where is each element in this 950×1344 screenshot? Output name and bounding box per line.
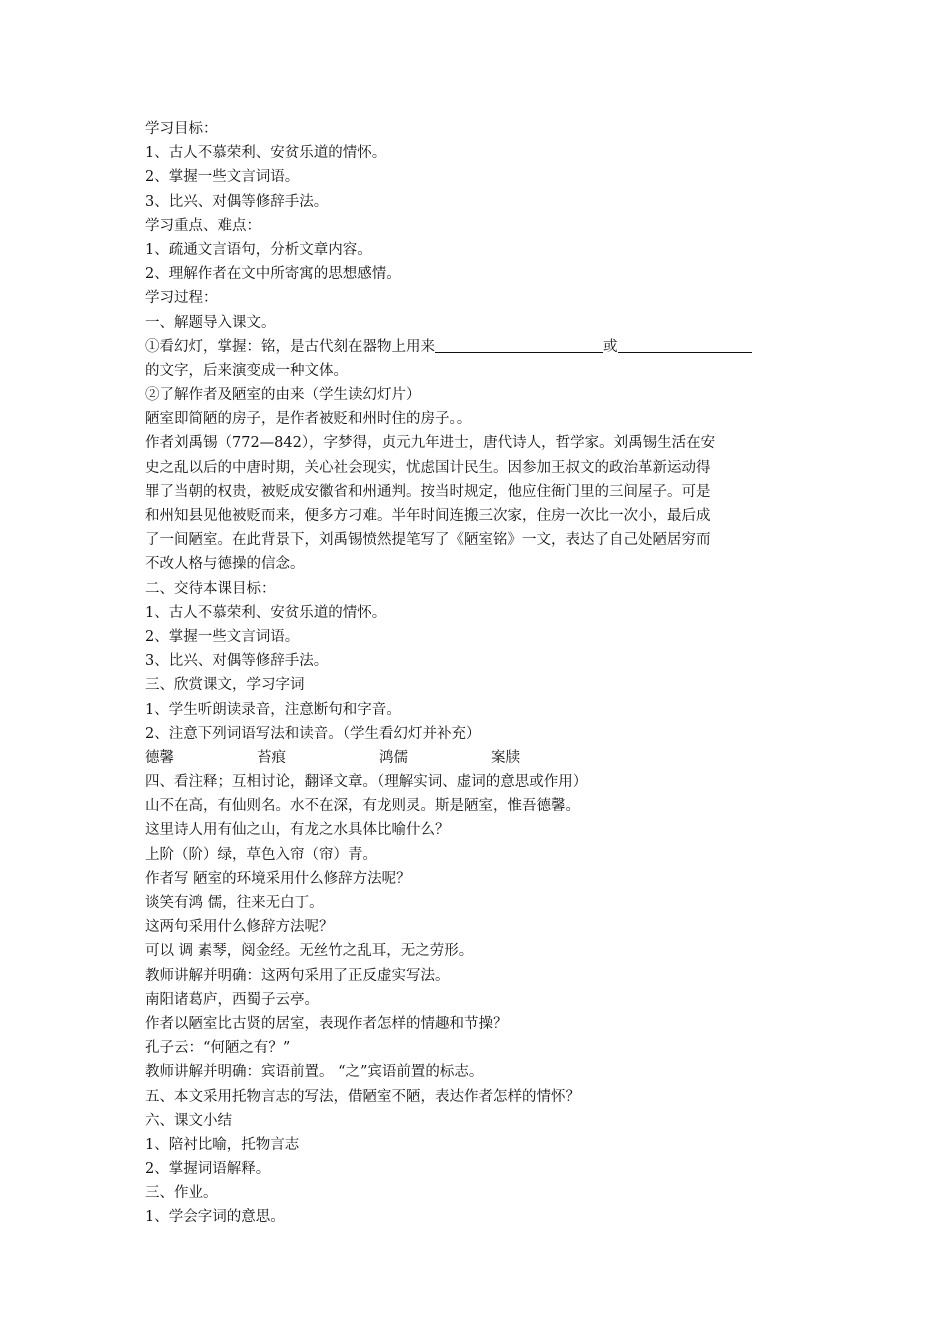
text-line: 2、掌握一些文言词语。 <box>145 169 300 186</box>
text-line: 学习目标： <box>145 121 218 137</box>
text-line: 2、理解作者在文中所寄寓的思想感情。 <box>145 266 401 283</box>
text-line: 作者以陋室比古贤的居室，表现作者怎样的情趣和节操？ <box>145 1015 508 1032</box>
text-line: 了一间陋室。在此背景下，刘禹锡愤然提笔写了《陋室铭》一文，表达了自己处陋居穷而 <box>145 532 711 549</box>
text-line: 教师讲解并明确：宾语前置。 “之”宾语前置的标志。 <box>145 1064 484 1081</box>
fill-in-prefix: ①看幻灯，掌握：铭，是古代刻在器物上用来 <box>145 338 435 355</box>
document-body <box>145 117 810 1230</box>
text-line: 3、比兴、对偶等修辞手法。 <box>145 193 329 210</box>
text-line: 六、课文小结 <box>145 1112 232 1129</box>
text-line: 不改人格与德操的信念。 <box>145 556 305 573</box>
text-line: 上阶（阶）绿，草色入帘（帘）青。 <box>145 846 377 863</box>
text-line: 和州知县见他被贬而来，便多方刁难。半年时间连搬三次家，住房一次比一次小，最后成 <box>145 508 711 524</box>
text-line: 一、解题导入课文。 <box>145 314 276 331</box>
text-line: 1、古人不慕荣利、安贫乐道的情怀。 <box>145 604 387 621</box>
text-line: 罪了当朝的权贵，被贬成安徽省和州通判。按当时规定，他应住衙门里的三间屋子。可是 <box>145 483 711 500</box>
text-line: 这里诗人用有仙之山，有龙之水具体比喻什么？ <box>145 822 450 839</box>
text-line: 三、作业。 <box>145 1185 218 1202</box>
text-line: 作者写 陋室的环境采用什么修辞方法呢？ <box>145 870 411 887</box>
answer-blank-1 <box>435 336 603 353</box>
text-line: 三、欣赏课文，学习字词 <box>145 677 305 694</box>
text-line: 的文字，后来演变成一种文体。 <box>145 362 348 379</box>
text-line: 1、学生听朗读录音，注意断句和字音。 <box>145 701 401 718</box>
text-line: 学习过程： <box>145 290 218 307</box>
fill-in-middle: 或 <box>603 338 618 355</box>
text-line: 2、掌握词语解释。 <box>145 1161 271 1178</box>
text-line: 陋室即简陋的房子，是作者被贬和州时住的房子。。 <box>145 411 472 428</box>
text-line: 这两句采用什么修辞方法呢？ <box>145 919 334 936</box>
text-line: 作者刘禹锡（772—842），字梦得，贞元九年进士，唐代诗人，哲学家。刘禹锡生活在安 <box>145 435 716 452</box>
vocab-word: 案牍 <box>491 749 520 766</box>
text-line: 史之乱以后的中唐时期，关心社会现实，忧虑国计民生。因参加王叔文的政治革新运动得 <box>145 459 711 476</box>
text-line: 可以 调 素琴，阅金经。无丝竹之乱耳，无之劳形。 <box>145 943 474 960</box>
text-line: 2、注意下列词语写法和读音。（学生看幻灯并补充） <box>145 725 481 742</box>
text-line: 1、陪衬比喻，托物言志 <box>145 1136 300 1153</box>
text-line: 孔子云：“何陋之有？” <box>145 1040 291 1057</box>
text-line: 南阳诸葛庐，西蜀子云亭。 <box>145 991 319 1008</box>
text-line: 谈笑有鸿 儒，往来无白丁。 <box>145 895 324 911</box>
vocab-word: 苔痕 <box>257 749 286 766</box>
text-line: 1、古人不慕荣利、安贫乐道的情怀。 <box>145 145 387 162</box>
text-line: ②了解作者及陋室的由来（学生读幻灯片） <box>145 387 421 404</box>
text-line: 1、学会字词的意思。 <box>145 1209 285 1226</box>
fill-in-line <box>145 335 810 359</box>
text-line: 二、交待本课目标： <box>145 580 276 597</box>
text-line: 3、比兴、对偶等修辞手法。 <box>145 653 329 670</box>
text-line: 山不在高，有仙则名。水不在深，有龙则灵。斯是陋室，惟吾德馨。 <box>145 798 580 815</box>
vocabulary-words <box>145 746 810 770</box>
text-line: 1、疏通文言语句，分析文章内容。 <box>145 241 372 258</box>
text-line: 2、掌握一些文言词语。 <box>145 628 300 645</box>
text-line: 五、本文采用托物言志的写法，借陋室不陋，表达作者怎样的情怀？ <box>145 1088 580 1105</box>
text-line: 四、看注释；互相讨论，翻译文章。（理解实词、虚词的意思或作用） <box>145 774 588 791</box>
vocab-word: 德馨 <box>145 749 174 766</box>
text-line: 学习重点、难点： <box>145 217 261 234</box>
vocab-word: 鸿儒 <box>379 749 408 766</box>
answer-blank-2 <box>618 336 752 353</box>
text-line: 教师讲解并明确：这两句采用了正反虚实写法。 <box>145 967 450 984</box>
